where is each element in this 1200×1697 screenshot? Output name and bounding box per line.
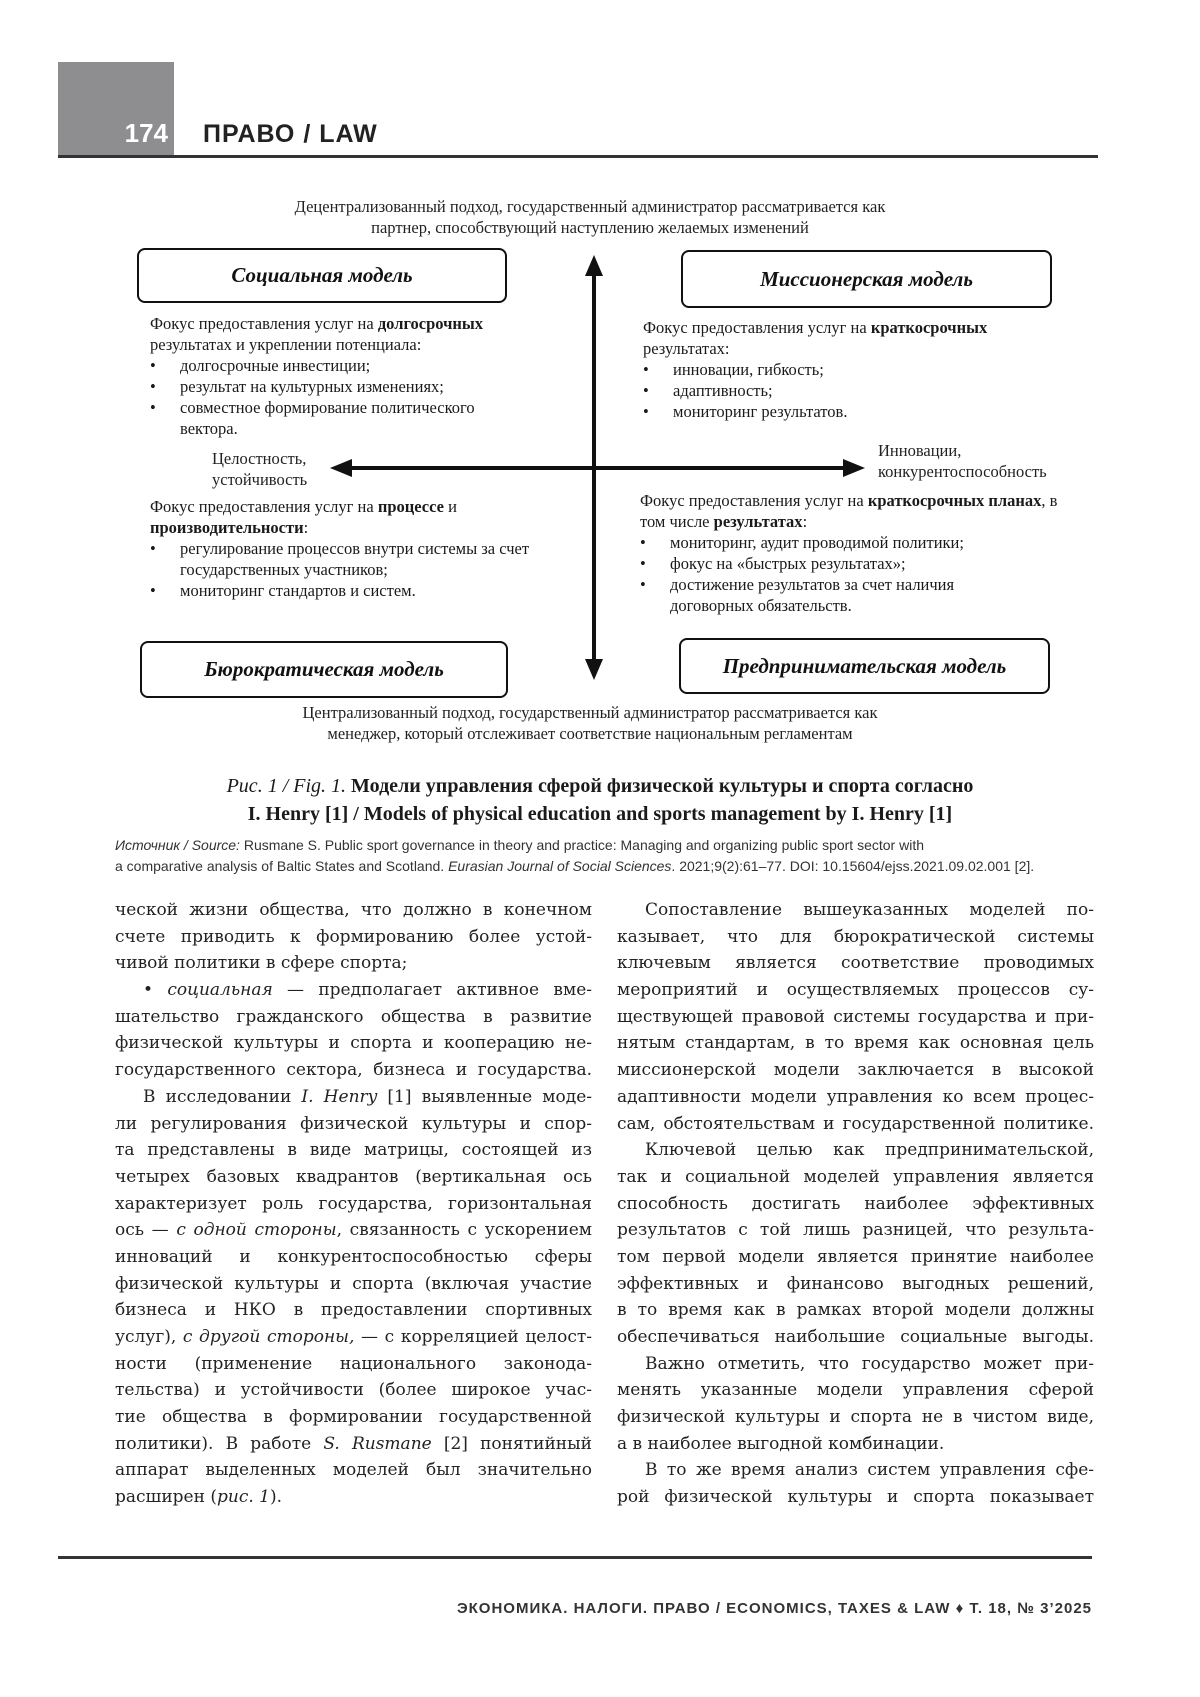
arrow-up-icon bbox=[585, 255, 603, 276]
text: — с корреляцией целост- bbox=[354, 1327, 593, 1347]
text-line bbox=[115, 1404, 592, 1431]
text-line bbox=[617, 1324, 1094, 1351]
text-bold: долгосрочных bbox=[377, 314, 484, 333]
text-line bbox=[115, 897, 592, 924]
page-number: 174 bbox=[124, 118, 168, 148]
figure-source bbox=[115, 835, 1105, 877]
source-text: Rusmane S. Public sport governance in theory and practice: Managing and organizing public sport sector with bbox=[239, 837, 924, 853]
text: характеризует роль государства, горизонтальная bbox=[115, 1193, 592, 1214]
text: • bbox=[143, 980, 168, 1001]
source-text: a comparative analysis of Baltic States and Scotland. bbox=[115, 858, 449, 874]
text: физической культуры и спорта и кооперацию не- bbox=[115, 1033, 592, 1054]
text-line bbox=[115, 1484, 592, 1511]
text-line bbox=[617, 1191, 1094, 1218]
source-label: Источник / Source: bbox=[115, 837, 240, 853]
diamond-icon: ♦ bbox=[955, 1600, 965, 1617]
text: бизнеса и НКО в предоставлении спортивных bbox=[115, 1300, 592, 1321]
text: расширен ( bbox=[115, 1487, 217, 1508]
text: менять указанные модели управления сферой bbox=[617, 1380, 1094, 1401]
text-line bbox=[115, 1271, 592, 1298]
text: обеспечиваться наибольшие социальные выгоды. bbox=[617, 1327, 1094, 1347]
text: ). bbox=[269, 1487, 283, 1508]
section-title: ПРАВО / LAW bbox=[203, 120, 378, 148]
text: четырех базовых квадрантов (вертикальная ось bbox=[115, 1166, 592, 1187]
text-line bbox=[115, 977, 592, 1004]
bullet-item: • регулирование процессов внутри системы за счет государственных участников; bbox=[150, 538, 560, 580]
arrow-down-icon bbox=[585, 659, 603, 680]
bullet-item: • долгосрочные инвестиции; bbox=[150, 355, 570, 376]
text: так и социальной моделей управления является bbox=[617, 1166, 1094, 1187]
source-journal: Eurasian Journal of Social Sciences bbox=[448, 858, 672, 874]
text: государственного сектора, бизнеса и государства. bbox=[115, 1060, 592, 1081]
entrepreneurial-model-box: Предпринимательская модель bbox=[679, 638, 1050, 694]
text-line bbox=[115, 1297, 592, 1324]
text: казывает, что для бюрократической системы bbox=[617, 926, 1094, 947]
text: В то же время анализ систем управления сфе- bbox=[645, 1460, 1094, 1481]
text-line bbox=[115, 1351, 592, 1378]
text-line bbox=[617, 1431, 1094, 1458]
text-bold: результатах bbox=[713, 512, 803, 531]
text: том первой модели является принятие наиболее bbox=[617, 1246, 1094, 1267]
text: та представлены в виде матрицы, состоящей из bbox=[115, 1140, 592, 1161]
text: , связанность с ускорением bbox=[336, 1220, 592, 1241]
text: конкурентоспособность bbox=[878, 462, 1047, 481]
right-axis-label bbox=[878, 440, 1047, 482]
text-line bbox=[115, 1137, 592, 1164]
text-line bbox=[115, 950, 592, 977]
text-line bbox=[617, 1484, 1094, 1511]
text-line bbox=[617, 1297, 1094, 1324]
top-axis-line: Децентрализованный подход, государственный администратор рассматривается как bbox=[294, 197, 886, 216]
text: а в наиболее выгодной комбинации. bbox=[617, 1433, 945, 1454]
text: [1] выявленные моде- bbox=[377, 1086, 592, 1107]
text: результатах и укреплении потенциала: bbox=[150, 335, 422, 354]
text-line bbox=[115, 1164, 592, 1191]
text: чивой политики в сфере спорта; bbox=[115, 953, 408, 974]
text: ческой жизни общества, что должно в конечном bbox=[115, 900, 592, 920]
text-line bbox=[617, 1004, 1094, 1031]
text-line bbox=[115, 1457, 592, 1484]
missionary-model-description bbox=[643, 317, 1063, 422]
bureaucratic-model-box: Бюрократическая модель bbox=[140, 641, 508, 698]
italic-text: социальная bbox=[167, 980, 273, 1001]
bullet-item: • мониторинг стандартов и систем. bbox=[150, 580, 570, 601]
text: шательство гражданского общества в развитие bbox=[115, 1006, 592, 1027]
text-line bbox=[617, 1351, 1094, 1378]
text-line bbox=[115, 1004, 592, 1031]
text: результатов с той лишь разницей, что результа- bbox=[617, 1220, 1094, 1241]
text-bold: краткосрочных bbox=[870, 318, 988, 337]
text-line bbox=[115, 1111, 592, 1138]
text-line bbox=[617, 1217, 1094, 1244]
text-line bbox=[115, 1084, 592, 1111]
text: : bbox=[802, 512, 808, 531]
text: физической культуры и спорта (включая участие bbox=[115, 1273, 592, 1294]
bullet-item: • инновации, гибкость; bbox=[643, 359, 1063, 380]
text: адаптивности модели управления ко всем процес- bbox=[617, 1086, 1094, 1107]
footer-rule bbox=[58, 1556, 1092, 1559]
text-line bbox=[617, 1457, 1094, 1484]
text-line bbox=[617, 1404, 1094, 1431]
text: нятым стандартам, в то время как основная цель bbox=[617, 1033, 1094, 1054]
italic-text: I. Henry bbox=[301, 1086, 378, 1107]
text: Фокус предоставления услуг на bbox=[150, 314, 378, 333]
caption-text: I. Henry [1] / Models of physical education and sports management by I. Henry [1] bbox=[247, 803, 953, 825]
bottom-axis-line: Централизованный подход, государственный администратор рассматривается как bbox=[302, 703, 878, 722]
text: тие общества в формировании государственной bbox=[115, 1407, 592, 1428]
text-line bbox=[115, 924, 592, 951]
text-line bbox=[115, 1217, 592, 1244]
text-line bbox=[617, 1137, 1094, 1164]
bullet-item: • результат на культурных изменениях; bbox=[150, 376, 570, 397]
text: [2] понятийный bbox=[431, 1433, 592, 1454]
text: результатах: bbox=[643, 339, 730, 358]
top-axis-line: партнер, способствующий наступлению желаемых изменений bbox=[371, 218, 809, 237]
body-column-left bbox=[115, 897, 592, 1511]
arrow-left-icon bbox=[330, 459, 352, 477]
text: услуг), bbox=[115, 1327, 183, 1347]
text-bold: краткосрочных планах bbox=[867, 491, 1042, 510]
text-line bbox=[617, 1111, 1094, 1138]
text: ли регулирования физической культуры и спор- bbox=[115, 1113, 592, 1134]
text-line bbox=[617, 977, 1094, 1004]
text-line bbox=[617, 1164, 1094, 1191]
social-model-description bbox=[150, 313, 570, 439]
source-text: . 2021;9(2):61–77. DOI: 10.15604/ejss.2021.09.02.001 [2]. bbox=[671, 858, 1035, 874]
text: Фокус предоставления услуг на bbox=[640, 491, 868, 510]
entrepreneurial-model-description bbox=[640, 490, 1060, 616]
text-line bbox=[617, 1377, 1094, 1404]
text: мероприятий и осуществляемых процессов су- bbox=[617, 980, 1094, 1001]
text: Инновации, bbox=[878, 441, 962, 460]
text-line bbox=[115, 1244, 592, 1271]
italic-text: с одной стороны bbox=[176, 1220, 337, 1241]
text-line bbox=[115, 1431, 592, 1458]
caption-label: Рис. 1 / Fig. 1. bbox=[226, 775, 347, 797]
text-bold: процессе bbox=[377, 497, 444, 516]
text-line bbox=[115, 1057, 592, 1084]
text: инноваций и конкурентоспособностью сферы bbox=[115, 1246, 592, 1267]
text-line bbox=[115, 1191, 592, 1218]
text-line bbox=[617, 924, 1094, 951]
italic-text: с другой стороны, bbox=[182, 1327, 355, 1347]
text: Фокус предоставления услуг на bbox=[150, 497, 378, 516]
text: способность достигать наиболее эффективных bbox=[617, 1193, 1094, 1214]
text-line bbox=[617, 1057, 1094, 1084]
text-line bbox=[115, 1324, 592, 1351]
text: физической культуры и спорта не в чистом виде, bbox=[617, 1407, 1094, 1428]
text: ществующей правовой системы государства и при- bbox=[617, 1006, 1094, 1027]
text: счете приводить к формированию более устой- bbox=[115, 926, 592, 947]
bullet-item: • мониторинг результатов. bbox=[643, 401, 1063, 422]
text: Сопоставление вышеуказанных моделей по- bbox=[645, 900, 1094, 920]
text: сам, обстоятельствам и государственной политике. bbox=[617, 1113, 1094, 1134]
bottom-axis-label bbox=[240, 702, 940, 744]
text-line bbox=[617, 1271, 1094, 1298]
text: рой физической культуры и спорта показывает bbox=[617, 1487, 1094, 1508]
caption-text: Модели управления сферой физической культуры и спорта согласно bbox=[346, 775, 974, 797]
footer bbox=[457, 1600, 1092, 1617]
body-column-right bbox=[617, 897, 1094, 1511]
bottom-axis-line: менеджер, который отслеживает соответствие национальным регламентам bbox=[327, 724, 853, 743]
arrow-right-icon bbox=[843, 459, 865, 477]
text: эффективных и финансово выгодных решений, bbox=[617, 1273, 1094, 1294]
text-line bbox=[617, 950, 1094, 977]
text: устойчивость bbox=[212, 470, 308, 489]
text: В исследовании bbox=[143, 1086, 302, 1107]
bullet-item: • совместное формирование политического вектора. bbox=[150, 397, 530, 439]
text: аппарат выделенных моделей был значительно bbox=[115, 1460, 592, 1481]
left-axis-label bbox=[212, 448, 307, 490]
text: ключевым является соответствие проводимых bbox=[617, 953, 1094, 974]
text: ось — bbox=[115, 1220, 177, 1241]
text: и bbox=[443, 497, 457, 516]
text: Ключевой целью как предпринимательской, bbox=[645, 1140, 1094, 1161]
missionary-model-box: Миссионерская модель bbox=[681, 250, 1052, 308]
footer-journal: ЭКОНОМИКА. НАЛОГИ. ПРАВО / ECONOMICS, TAXES & LAW bbox=[456, 1600, 951, 1617]
text-line bbox=[617, 1084, 1094, 1111]
text: , в том числе bbox=[640, 491, 1058, 531]
figure-caption bbox=[100, 772, 1100, 828]
text-line bbox=[617, 1030, 1094, 1057]
text-line bbox=[617, 1244, 1094, 1271]
text: политики). В работе bbox=[115, 1433, 324, 1454]
text-bold: производительности bbox=[150, 518, 304, 537]
footer-issue: Т. 18, № 3’2025 bbox=[969, 1600, 1092, 1617]
text-line bbox=[617, 897, 1094, 924]
text-line bbox=[115, 1030, 592, 1057]
bureaucratic-model-description bbox=[150, 496, 570, 601]
text: ности (применение национального законода- bbox=[115, 1353, 592, 1374]
italic-text: рис. 1 bbox=[216, 1487, 270, 1508]
text-line bbox=[115, 1377, 592, 1404]
text: Важно отметить, что государство может при- bbox=[645, 1353, 1094, 1374]
italic-text: S. Rusmane bbox=[323, 1433, 432, 1454]
text: Фокус предоставления услуг на bbox=[643, 318, 871, 337]
text: : bbox=[303, 518, 309, 537]
bullet-item: • достижение результатов за счет наличия договорных обязательств. bbox=[640, 574, 1040, 616]
text: миссионерской модели заключается в высокой bbox=[617, 1060, 1094, 1081]
text: — предполагает активное вме- bbox=[272, 980, 592, 1001]
text: тельства) и устойчивости (более широкое учас- bbox=[115, 1380, 592, 1401]
social-model-box: Социальная модель bbox=[137, 248, 507, 303]
bullet-item: • фокус на «быстрых результатах»; bbox=[640, 553, 1060, 574]
bullet-item: • адаптивность; bbox=[643, 380, 1063, 401]
bullet-item: • мониторинг, аудит проводимой политики; bbox=[640, 532, 1060, 553]
text: Целостность, bbox=[212, 449, 307, 468]
text: в то время как в рамках второй модели должны bbox=[617, 1300, 1094, 1321]
